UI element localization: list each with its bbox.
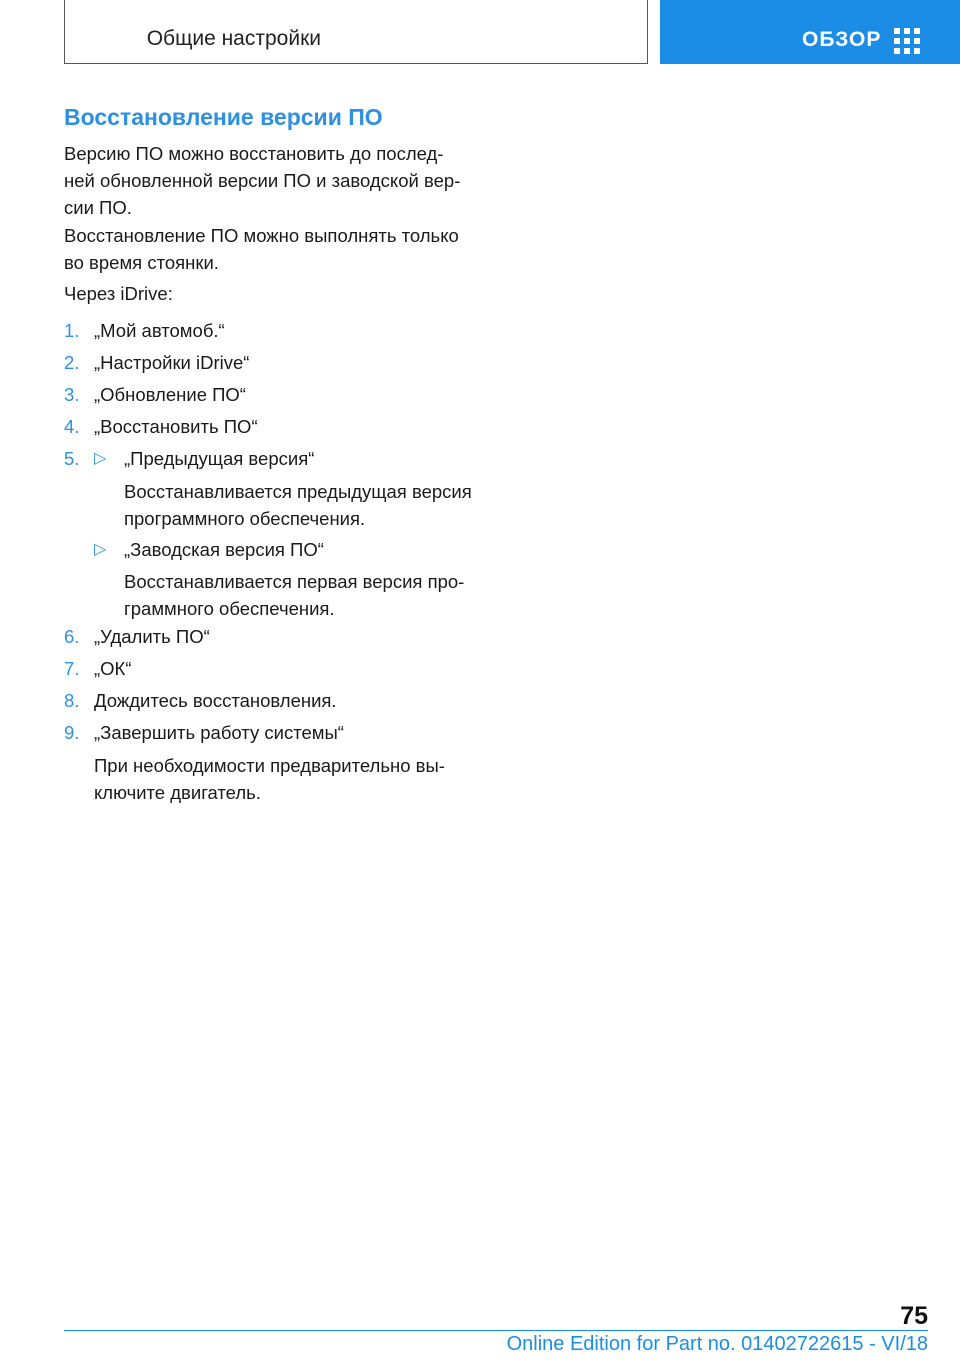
- step-text: Дождитесь восстановления.: [94, 690, 337, 711]
- text-line: сии ПО.: [64, 197, 132, 218]
- sub-option-text: „Предыдущая версия“: [124, 448, 315, 469]
- text-line: программного обеспечения.: [124, 508, 366, 529]
- page-number: 75: [900, 1302, 928, 1330]
- step-number: 4.: [64, 416, 80, 437]
- idrive-paragraph: [64, 280, 484, 307]
- header-section-box: [64, 0, 648, 64]
- text-line: граммного обеспечения.: [124, 598, 335, 619]
- text-line: Версию ПО можно восстановить до послед-: [64, 143, 444, 164]
- step-number: 3.: [64, 384, 80, 405]
- step-text: „Завершить работу системы“: [94, 722, 344, 743]
- step-text: „ОК“: [94, 658, 132, 679]
- step-number: 9.: [64, 722, 80, 743]
- text-line: во время стоянки.: [64, 252, 219, 273]
- step-description: [94, 752, 494, 806]
- step-number: 1.: [64, 320, 80, 341]
- text-line: Восстанавливается предыдущая версия: [124, 481, 472, 502]
- text-line: Через iDrive:: [64, 283, 173, 304]
- sub-option-description: [124, 568, 494, 622]
- step-number: 2.: [64, 352, 80, 373]
- text-line: Восстановление ПО можно выполнять только: [64, 225, 459, 246]
- header-section-title: Общие настройки: [146, 27, 321, 50]
- text-line: ключите двигатель.: [94, 782, 261, 803]
- step-number: 5.: [64, 448, 80, 469]
- footer-edition-text: Online Edition for Part no. 01402722615 - VI/18: [506, 1333, 928, 1355]
- sub-option-description: [124, 478, 494, 532]
- text-line: ней обновленной версии ПО и заводской вер-: [64, 170, 461, 191]
- step-number: 8.: [64, 690, 80, 711]
- step-number: 6.: [64, 626, 80, 647]
- text-line: Восстанавливается первая версия про-: [124, 571, 465, 592]
- overview-tab[interactable]: [660, 0, 960, 64]
- step-text: „Настройки iDrive“: [94, 352, 250, 373]
- step-number: 7.: [64, 658, 80, 679]
- triangle-bullet-icon: ▷: [94, 541, 107, 558]
- parking-paragraph: [64, 222, 484, 276]
- footer-divider: [64, 1330, 928, 1331]
- step-text: „Удалить ПО“: [94, 626, 210, 647]
- step-text: „Мой автомоб.“: [94, 320, 225, 341]
- text-line: При необходимости предварительно вы-: [94, 755, 445, 776]
- intro-paragraph: [64, 140, 484, 221]
- overview-tab-label: ОБЗОР: [802, 28, 882, 51]
- sub-option-text: „Заводская версия ПО“: [124, 539, 324, 560]
- grid-icon: [894, 28, 920, 54]
- triangle-bullet-icon: ▷: [94, 450, 107, 467]
- step-text: „Обновление ПО“: [94, 384, 246, 405]
- section-heading: Восстановление версии ПО: [64, 104, 383, 130]
- step-text: „Восстановить ПО“: [94, 416, 258, 437]
